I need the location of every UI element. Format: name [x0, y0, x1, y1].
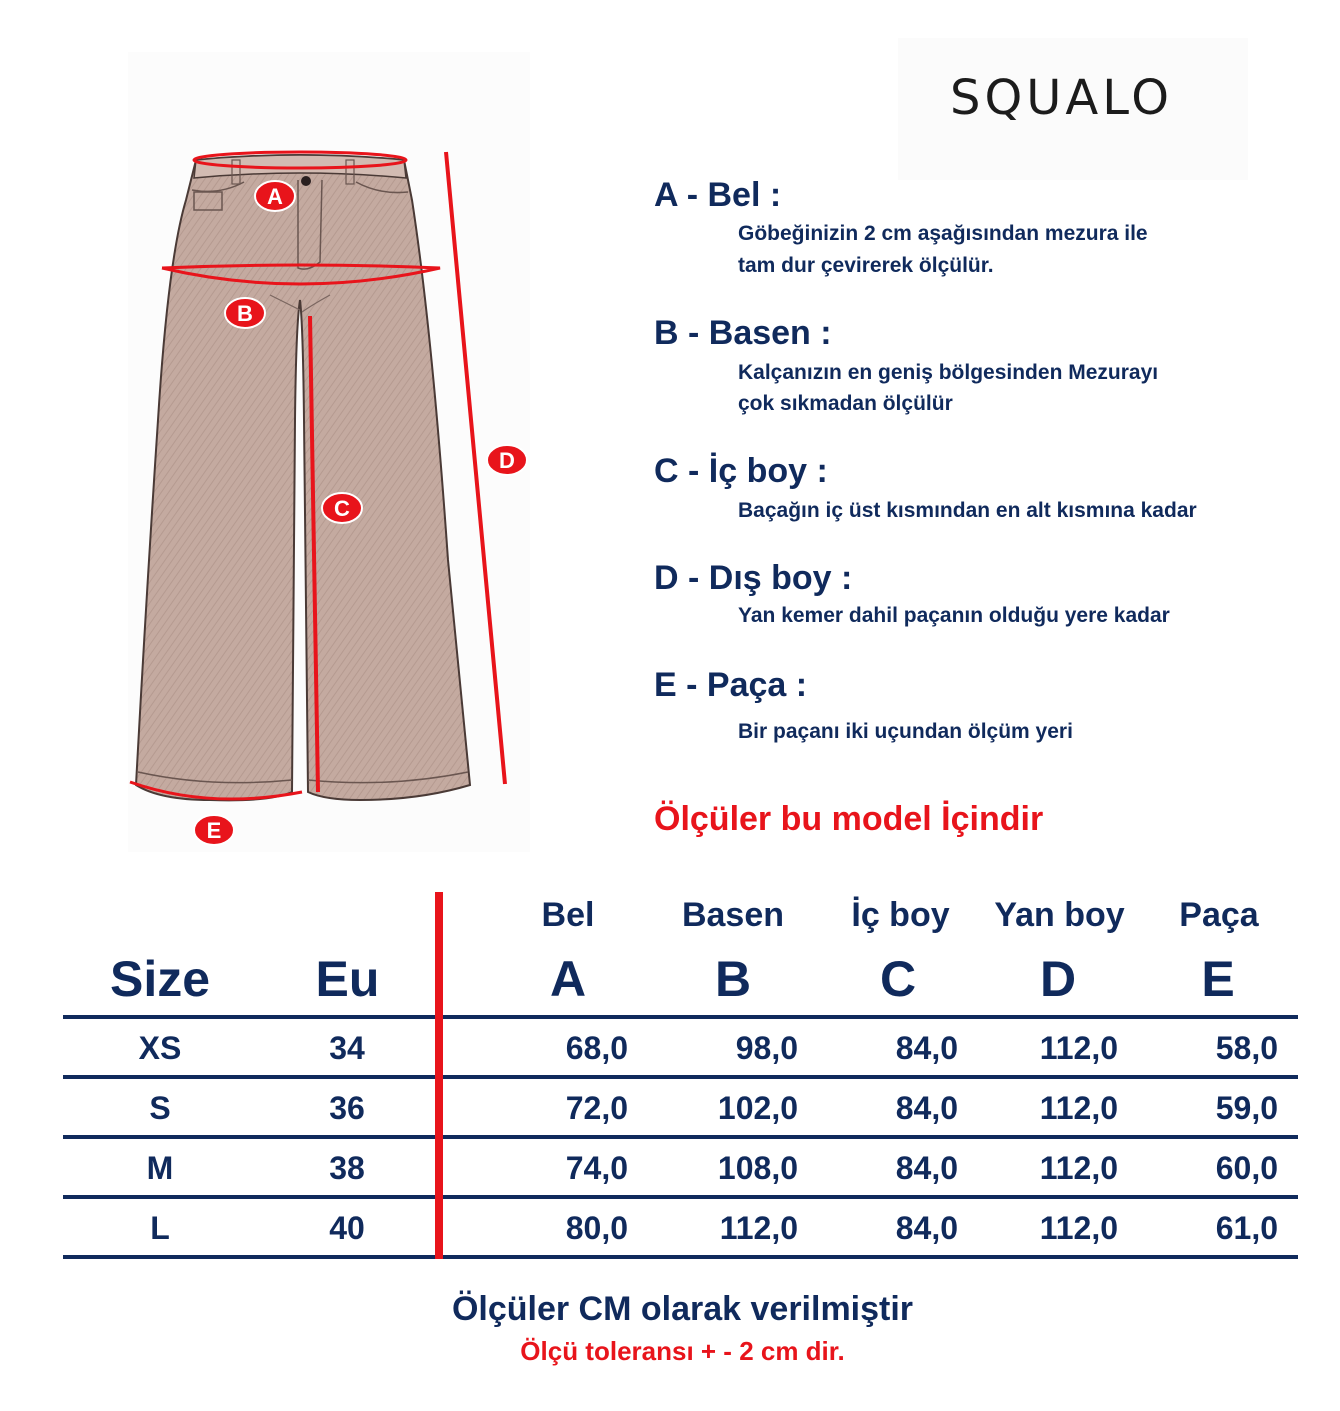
header-letter-a: A — [549, 951, 587, 1007]
cell-a: 72,0 — [565, 1090, 628, 1126]
cell-eu: 40 — [329, 1210, 365, 1246]
cell-d: 112,0 — [1039, 1090, 1118, 1126]
header-yan-boy: Yan boy — [994, 896, 1125, 934]
pants-measurement-figure — [0, 0, 560, 870]
header-basen: Basen — [681, 896, 785, 934]
table-divider — [63, 1015, 1298, 1019]
table-divider — [63, 1135, 1298, 1139]
cell-size: M — [146, 1150, 174, 1186]
cell-b: 112,0 — [719, 1210, 798, 1246]
marker-a-label: A — [267, 184, 283, 209]
table-red-separator — [435, 892, 443, 1259]
cell-b: 102,0 — [717, 1090, 798, 1126]
header-letter-c: C — [879, 951, 917, 1007]
marker-d — [487, 445, 527, 475]
pants-body — [136, 155, 470, 800]
cell-e: 58,0 — [1215, 1030, 1278, 1066]
cell-a: 68,0 — [565, 1030, 628, 1066]
model-note: Ölçüler bu model İçindir — [654, 800, 1044, 838]
definition-b-desc-1: Kalçanızın en geniş bölgesinden Mezurayı — [738, 361, 1159, 384]
cell-eu: 36 — [329, 1090, 365, 1126]
table-divider — [63, 1255, 1298, 1259]
definition-d-title: D - Dış boy : — [654, 559, 853, 597]
cell-e: 59,0 — [1215, 1090, 1278, 1126]
cell-c: 84,0 — [895, 1090, 958, 1126]
header-ic-boy: İç boy — [851, 896, 950, 934]
cell-e: 61,0 — [1215, 1210, 1278, 1246]
cell-c: 84,0 — [895, 1030, 958, 1066]
header-letter-e: E — [1201, 951, 1235, 1007]
cell-a: 74,0 — [565, 1150, 628, 1186]
cell-size: L — [150, 1210, 170, 1246]
marker-c — [322, 493, 362, 523]
header-letter-d: D — [1039, 951, 1077, 1007]
table-divider — [63, 1195, 1298, 1199]
button — [301, 176, 311, 186]
cell-a: 80,0 — [565, 1210, 628, 1246]
cell-size: S — [149, 1090, 171, 1126]
marker-a — [255, 181, 295, 211]
cell-eu: 34 — [329, 1030, 365, 1066]
definition-c-desc-1: Baçağın iç üst kısmından en alt kısmına kadar — [738, 499, 1197, 522]
definition-b-desc-2: çok sıkmadan ölçülür — [738, 392, 953, 415]
unit-note: Ölçüler CM olarak verilmiştir — [451, 1290, 914, 1328]
definition-e-desc-1: Bir paçanı iki uçundan ölçüm yeri — [738, 720, 1073, 743]
table-divider — [63, 1075, 1298, 1079]
marker-c-label: C — [334, 496, 350, 521]
definition-d-desc-1: Yan kemer dahil paçanın olduğu yere kadar — [738, 604, 1170, 627]
cell-d: 112,0 — [1039, 1210, 1118, 1246]
marker-e-label: E — [206, 818, 222, 843]
cell-c: 84,0 — [895, 1150, 958, 1186]
cell-d: 112,0 — [1039, 1150, 1118, 1186]
header-letter-b: B — [714, 951, 752, 1007]
size-header: Size — [109, 951, 211, 1007]
definition-a-desc-2: tam dur çevirerek ölçülür. — [738, 254, 994, 277]
cell-c: 84,0 — [895, 1210, 958, 1246]
header-bel: Bel — [541, 896, 595, 934]
brand-logo: SQUALO — [950, 70, 1174, 126]
cell-eu: 38 — [329, 1150, 365, 1186]
cell-b: 98,0 — [735, 1030, 798, 1066]
definition-a-title: A - Bel : — [654, 176, 782, 214]
marker-d-label: D — [499, 448, 515, 473]
tolerance-note: Ölçü toleransı + - 2 cm dir. — [520, 1336, 845, 1366]
marker-b-label: B — [237, 301, 253, 326]
definition-a-desc-1: Göbeğinizin 2 cm aşağısından mezura ile — [738, 222, 1148, 245]
marker-e — [194, 815, 234, 845]
definition-c-title: C - İç boy : — [654, 452, 828, 490]
cell-d: 112,0 — [1039, 1030, 1118, 1066]
marker-b — [225, 298, 265, 328]
definition-b-title: B - Basen : — [654, 314, 832, 352]
cell-b: 108,0 — [717, 1150, 798, 1186]
eu-header: Eu — [315, 951, 380, 1007]
definition-e-title: E - Paça : — [654, 666, 808, 704]
cell-e: 60,0 — [1215, 1150, 1278, 1186]
header-paca: Paça — [1179, 896, 1259, 934]
cell-size: XS — [138, 1030, 182, 1066]
